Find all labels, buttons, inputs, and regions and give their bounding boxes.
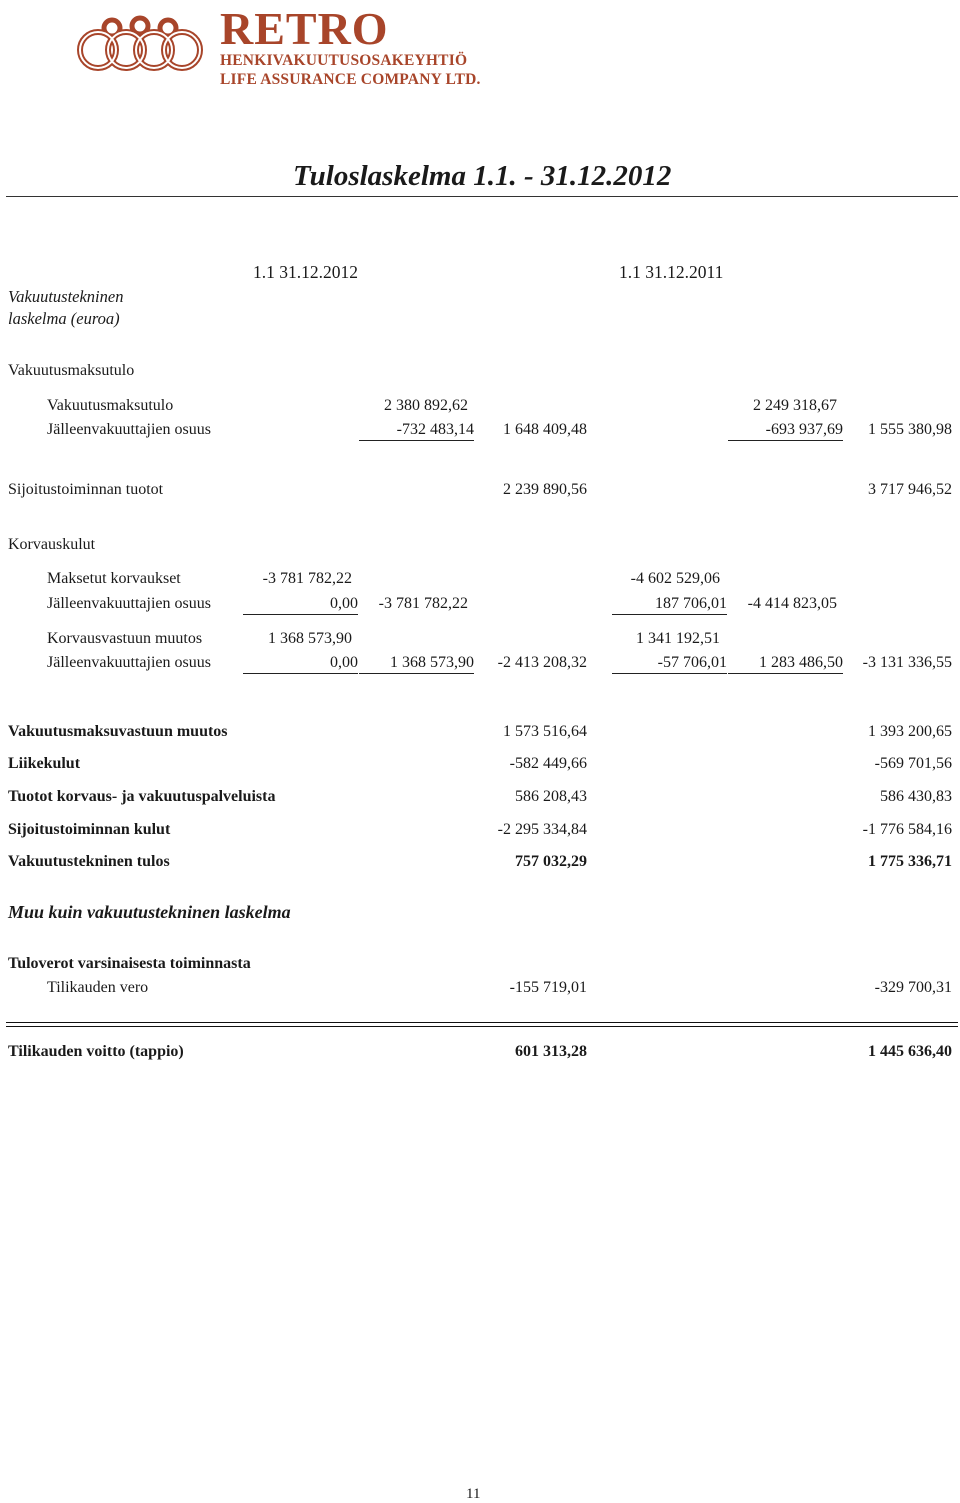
value-p1: 1 341 192,51	[636, 630, 720, 647]
value-p3: -3 131 336,55	[862, 654, 952, 671]
value-p2: -4 414 823,05	[747, 595, 837, 612]
value-c3: -2 413 208,32	[497, 654, 587, 671]
summary-label: Vakuutusmaksuvastuun muutos	[8, 723, 228, 740]
claims-heading: Korvauskulut	[8, 536, 96, 553]
value-p2: -693 937,69	[728, 421, 843, 441]
row-label: Maksetut korvaukset	[47, 570, 181, 587]
value-p3: 1 775 336,71	[868, 853, 952, 870]
value-p1: -4 602 529,06	[630, 570, 720, 587]
non-technical-heading: Muu kuin vakuutustekninen laskelma	[8, 902, 291, 922]
row-label: Tilikauden vero	[47, 979, 149, 996]
period-current: 1.1 31.12.2012	[253, 262, 358, 282]
value-c3: 1 573 516,64	[503, 723, 587, 740]
value-p3: -1 776 584,16	[862, 821, 952, 838]
value-p3: 1 393 200,65	[868, 723, 952, 740]
value-c3: 757 032,29	[515, 853, 587, 870]
summary-label: Liikekulut	[8, 755, 81, 772]
value-c1: 0,00	[243, 654, 358, 674]
period-previous: 1.1 31.12.2011	[619, 262, 724, 282]
double-rule-top	[6, 1022, 958, 1023]
double-rule-bottom	[6, 1026, 958, 1027]
page-title: Tuloslaskelma 1.1. - 31.12.2012	[293, 160, 672, 192]
row-label: Jälleenvakuuttajien osuus	[47, 595, 211, 612]
value-c2: -732 483,14	[359, 421, 474, 441]
value-c1: -3 781 782,22	[262, 570, 352, 587]
value-c2: 1 368 573,90	[359, 654, 474, 674]
page-number: 11	[466, 1486, 481, 1502]
value-c2: -3 781 782,22	[378, 595, 468, 612]
value-c1: 1 368 573,90	[268, 630, 352, 647]
brand-subtitle-fi: HENKIVAKUUTUSOSAKEYHTIÖ	[220, 52, 468, 69]
technical-result-label: Vakuutustekninen tulos	[8, 853, 170, 870]
value-c3: 601 313,28	[515, 1043, 587, 1060]
section-label: Vakuutustekninen laskelma (euroa)	[8, 287, 124, 328]
value-p3: 1 445 636,40	[868, 1043, 952, 1060]
summary-label: Tuotot korvaus- ja vakuutuspalveluista	[8, 788, 276, 805]
brand-name: RETRO	[220, 3, 389, 54]
logo-rings-icon	[76, 12, 214, 86]
value-p1: 187 706,01	[612, 595, 727, 615]
row-label: Jälleenvakuuttajien osuus	[47, 421, 211, 438]
row-label: Jälleenvakuuttajien osuus	[47, 654, 211, 671]
value-c3: -155 719,01	[509, 979, 587, 996]
value-p3: -569 701,56	[874, 755, 952, 772]
row-label: Korvausvastuun muutos	[47, 630, 203, 647]
premium-heading: Vakuutusmaksutulo	[8, 362, 135, 379]
value-p3: 1 555 380,98	[868, 421, 952, 438]
value-c3: 2 239 890,56	[503, 481, 587, 498]
value-p2: 1 283 486,50	[728, 654, 843, 674]
value-c3: -2 295 334,84	[497, 821, 587, 838]
profit-label: Tilikauden voitto (tappio)	[8, 1043, 184, 1060]
value-p3: -329 700,31	[874, 979, 952, 996]
value-c2: 2 380 892,62	[384, 397, 468, 414]
summary-label: Sijoitustoiminnan kulut	[8, 821, 171, 838]
brand-subtitle-en: LIFE ASSURANCE COMPANY LTD.	[220, 71, 481, 88]
value-p3: 586 430,83	[880, 788, 952, 805]
tax-heading: Tuloverot varsinaisesta toiminnasta	[8, 955, 251, 972]
value-c3: 586 208,43	[515, 788, 587, 805]
value-p1: -57 706,01	[612, 654, 727, 674]
value-c3: 1 648 409,48	[503, 421, 587, 438]
investment-income-label: Sijoitustoiminnan tuotot	[8, 481, 164, 498]
title-rule	[6, 196, 958, 197]
value-c1: 0,00	[243, 595, 358, 615]
value-p2: 2 249 318,67	[753, 397, 837, 414]
value-c3: -582 449,66	[509, 755, 587, 772]
value-p3: 3 717 946,52	[868, 481, 952, 498]
row-label: Vakuutusmaksutulo	[47, 397, 174, 414]
